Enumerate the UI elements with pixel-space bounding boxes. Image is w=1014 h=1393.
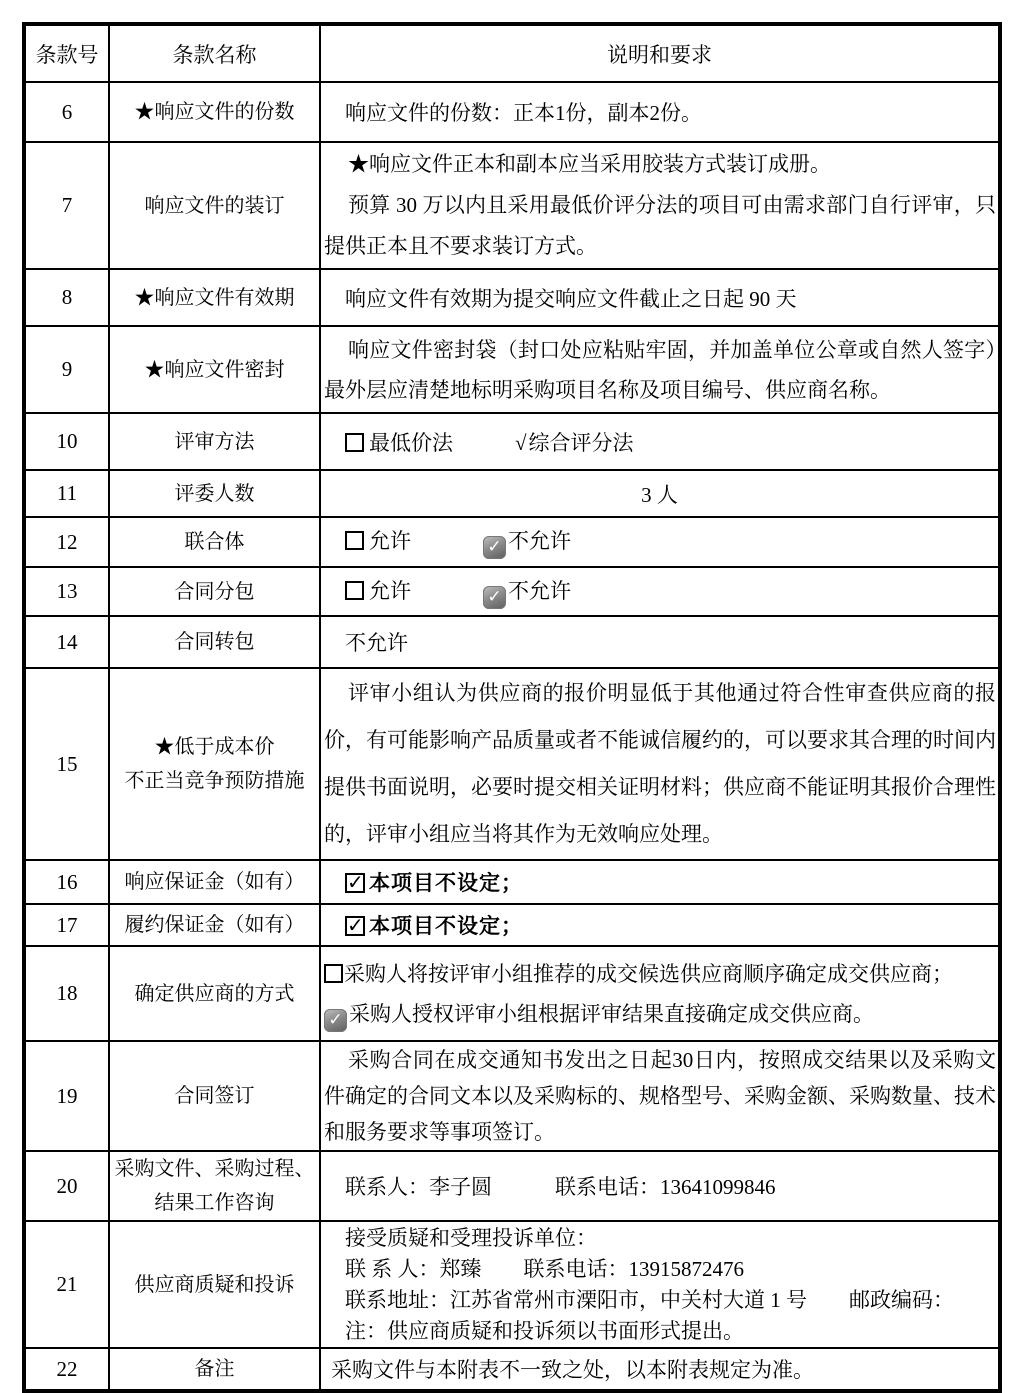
table-row-7 xyxy=(24,142,1000,269)
option-label: 不允许 xyxy=(508,529,571,553)
clause-name: 评审方法 xyxy=(109,413,320,470)
clause-desc: 不允许 xyxy=(320,616,1000,668)
clause-name: 联合体 xyxy=(109,517,320,567)
table-row-20 xyxy=(24,1151,1000,1221)
desc-bold-text: 本项目不设定； xyxy=(369,915,523,938)
clause-name-line: 不正当竞争预防措施 xyxy=(124,770,305,792)
clause-name-line: 采购文件、采购过程、 xyxy=(114,1158,315,1180)
clause-name: 合同分包 xyxy=(109,567,320,616)
clause-desc xyxy=(320,517,1000,567)
clause-name: 响应文件的装订 xyxy=(109,142,320,269)
option-line xyxy=(345,578,571,607)
table-row-6 xyxy=(24,82,1000,142)
header-clause-name: 条款名称 xyxy=(109,24,320,82)
checked-checkbox-icon: ✓ xyxy=(347,913,364,937)
clause-no: 14 xyxy=(24,616,109,668)
table-row-14 xyxy=(24,616,1000,668)
clauses-table xyxy=(22,22,1002,1393)
checked-button-icon: ✓ xyxy=(324,1009,347,1032)
option-line xyxy=(345,431,634,455)
clause-no: 13 xyxy=(24,567,109,616)
clause-name: 响应保证金（如有） xyxy=(109,860,320,904)
clause-name: ★响应文件密封 xyxy=(109,326,320,413)
clause-desc: 3 人 xyxy=(320,470,1000,517)
clause-name: 备注 xyxy=(109,1348,320,1391)
option-label: 允许 xyxy=(369,529,411,553)
clause-desc xyxy=(320,142,1000,269)
clause-no: 10 xyxy=(24,413,109,470)
desc-line: 注：供应商质疑和投诉须以书面形式提出。 xyxy=(345,1318,744,1343)
checked-checkbox-icon: ✓ xyxy=(347,870,364,894)
header-clause-no: 条款号 xyxy=(24,24,109,82)
table-row-18 xyxy=(24,946,1000,1041)
clause-no: 6 xyxy=(24,82,109,142)
clause-no: 15 xyxy=(24,668,109,860)
desc-line: 联 系 人：郑臻 联系电话：13915872476 xyxy=(345,1256,744,1281)
table-row-16 xyxy=(24,860,1000,904)
desc-paragraph: 预算 30 万以内且采用最低价评分法的项目可由需求部门自行评审，只提供正本且不要求装订方式。 xyxy=(324,193,996,258)
clause-name: 合同签订 xyxy=(109,1041,320,1151)
check-mark-icon: √ xyxy=(515,430,527,455)
option-line xyxy=(324,994,996,1034)
table-row-21 xyxy=(24,1221,1000,1348)
clause-desc xyxy=(320,904,1000,946)
unchecked-checkbox-icon xyxy=(324,964,343,983)
table-row-9 xyxy=(24,326,1000,413)
clause-name-line: ★低于成本价 xyxy=(154,736,275,758)
clause-no: 8 xyxy=(24,269,109,326)
clause-no: 9 xyxy=(24,326,109,413)
option-line xyxy=(324,954,996,994)
desc-line: 联系地址：江苏省常州市溧阳市，中关村大道 1 号 邮政编码： xyxy=(345,1287,954,1312)
table-row-13 xyxy=(24,567,1000,616)
desc-paragraph: 响应文件密封袋（封口处应粘贴牢固，并加盖单位公章或自然人签字）最外层应清楚地标明采购项目名称及项目编号、供应商名称。 xyxy=(324,337,996,402)
option-label: 允许 xyxy=(369,578,411,603)
option-label: 采购人授权评审小组根据评审结果直接确定成交供应商。 xyxy=(349,1001,874,1026)
clause-no: 12 xyxy=(24,517,109,567)
option-line xyxy=(345,529,571,557)
table-row-11 xyxy=(24,470,1000,517)
table-row-8 xyxy=(24,269,1000,326)
table-row-10 xyxy=(24,413,1000,470)
clause-desc: 采购文件与本附表不一致之处，以本附表规定为准。 xyxy=(320,1348,1000,1391)
table-row-12 xyxy=(24,517,1000,567)
clause-no: 7 xyxy=(24,142,109,269)
clause-desc: 响应文件的份数：正本1份，副本2份。 xyxy=(320,82,1000,142)
clause-desc xyxy=(320,326,1000,413)
clause-no: 18 xyxy=(24,946,109,1041)
clause-desc: 联系人：李子圆 联系电话：13641099846 xyxy=(320,1151,1000,1221)
clause-desc xyxy=(320,1221,1000,1348)
desc-paragraph: 评审小组认为供应商的报价明显低于其他通过符合性审查供应商的报价，有可能影响产品质量或者不能诚信履约的，可以要求其合理的时间内提供书面说明，必要时提交相关证明材料；供应商不能证明其报价合理性的，评审小组应当将其作为无效响应处理。 xyxy=(324,681,996,846)
desc-line: 接受质疑和受理投诉单位： xyxy=(345,1225,597,1250)
clause-name xyxy=(109,668,320,860)
clause-name: 履约保证金（如有） xyxy=(109,904,320,946)
clause-no: 20 xyxy=(24,1151,109,1221)
clause-name: 评委人数 xyxy=(109,470,320,517)
clause-no: 19 xyxy=(24,1041,109,1151)
option-label: 综合评分法 xyxy=(528,430,634,455)
table-row-22 xyxy=(24,1348,1000,1391)
clause-no: 16 xyxy=(24,860,109,904)
table-row-15 xyxy=(24,668,1000,860)
clause-desc: 响应文件有效期为提交响应文件截止之日起 90 天 xyxy=(320,269,1000,326)
clause-name xyxy=(109,1151,320,1221)
option-label: 最低价法 xyxy=(369,430,453,455)
option-label: 不允许 xyxy=(508,578,571,603)
checked-button-icon: ✓ xyxy=(483,586,506,609)
clause-name: 供应商质疑和投诉 xyxy=(109,1221,320,1348)
header-description: 说明和要求 xyxy=(320,24,1000,82)
table-header-row xyxy=(24,24,1000,82)
clause-no: 21 xyxy=(24,1221,109,1348)
unchecked-checkbox-icon xyxy=(345,433,364,452)
clause-desc xyxy=(320,567,1000,616)
clause-name: 确定供应商的方式 xyxy=(109,946,320,1041)
clause-desc xyxy=(320,413,1000,470)
clause-no: 17 xyxy=(24,904,109,946)
clause-desc xyxy=(320,946,1000,1041)
clause-no: 11 xyxy=(24,470,109,517)
table-row-19 xyxy=(24,1041,1000,1151)
clause-desc xyxy=(320,860,1000,904)
unchecked-checkbox-icon xyxy=(345,531,364,550)
desc-paragraph: 采购合同在成交通知书发出之日起30日内，按照成交结果以及采购文件确定的合同文本以及采购标的、规格型号、采购金额、采购数量、技术和服务要求等事项签订。 xyxy=(324,1048,996,1144)
desc-paragraph: ★响应文件正本和副本应当采用胶装方式装订成册。 xyxy=(348,152,831,176)
clause-desc xyxy=(320,668,1000,860)
clause-name: 合同转包 xyxy=(109,616,320,668)
clause-name: ★响应文件有效期 xyxy=(109,269,320,326)
option-label: 采购人将按评审小组推荐的成交候选供应商顺序确定成交供应商； xyxy=(344,961,953,986)
clause-desc xyxy=(320,1041,1000,1151)
clause-name: ★响应文件的份数 xyxy=(109,82,320,142)
clause-name-line: 结果工作咨询 xyxy=(154,1192,275,1214)
checked-button-icon: ✓ xyxy=(483,536,506,559)
clause-no: 22 xyxy=(24,1348,109,1391)
table-row-17 xyxy=(24,904,1000,946)
desc-bold-text: 本项目不设定； xyxy=(369,872,523,895)
unchecked-checkbox-icon xyxy=(345,581,364,600)
